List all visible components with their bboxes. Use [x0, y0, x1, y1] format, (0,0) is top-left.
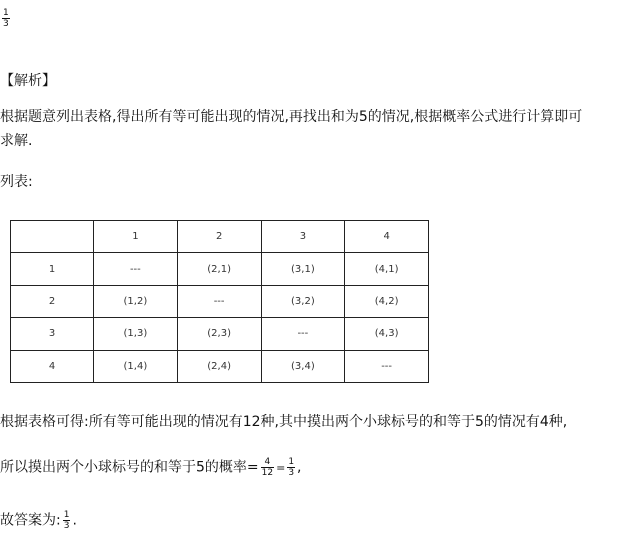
- table-cell: (3,1): [261, 253, 345, 285]
- outcome-table: [10, 220, 429, 383]
- analysis-paragraph-line2: 求解.: [0, 133, 33, 149]
- table-header-cell: 1: [94, 221, 178, 253]
- table-cell: (4,2): [345, 285, 429, 317]
- fraction: $\frac{4}{12}$: [261, 457, 274, 478]
- table-cell: ---: [345, 350, 429, 382]
- table-cell: (4,3): [345, 318, 429, 350]
- equals-sign: =: [276, 461, 286, 475]
- table-cell: (4,1): [345, 253, 429, 285]
- table-cell: (2,3): [177, 318, 261, 350]
- answer-suffix: .: [72, 512, 77, 529]
- table-header-row: [11, 221, 429, 253]
- table-cell: ---: [177, 285, 261, 317]
- conclusion-line2: [0, 457, 302, 478]
- table-cell: 3: [11, 318, 94, 350]
- analysis-header: 【解析】: [0, 73, 56, 89]
- table-row: [11, 285, 429, 317]
- table-cell: 2: [11, 285, 94, 317]
- conclusion-line1: 根据表格可得:所有等可能出现的情况有12种,其中摸出两个小球标号的和等于5的情况有4种,: [0, 414, 568, 430]
- table-cell: (2,4): [177, 350, 261, 382]
- table-row: [11, 253, 429, 285]
- table-header-cell: 2: [177, 221, 261, 253]
- answer-prefix: 故答案为:: [0, 512, 61, 529]
- fraction: $\frac{1}{3}$: [3, 8, 9, 29]
- fraction: $\frac{1}{3}$: [288, 457, 295, 478]
- table-header-cell: 3: [261, 221, 345, 253]
- table-cell: ---: [94, 253, 178, 285]
- conclusion-prefix: 所以摸出两个小球标号的和等于5的概率=: [0, 459, 259, 476]
- table-row: [11, 350, 429, 382]
- table-cell: 4: [11, 350, 94, 382]
- table-row: [11, 318, 429, 350]
- fraction: $\frac{1}{3}$: [63, 510, 70, 531]
- analysis-paragraph-line1: 根据题意列出表格,得出所有等可能出现的情况,再找出和为5的情况,根据概率公式进行计算即可: [0, 109, 583, 125]
- table-cell: (3,2): [261, 285, 345, 317]
- top-fraction: [0, 8, 12, 29]
- table-cell: (1,3): [94, 318, 178, 350]
- table-cell: (2,1): [177, 253, 261, 285]
- table-cell: ---: [261, 318, 345, 350]
- table-header-cell: 4: [345, 221, 429, 253]
- answer-line: [0, 510, 77, 531]
- table-cell: (1,4): [94, 350, 178, 382]
- list-label: 列表:: [0, 174, 33, 190]
- table-cell: (3,4): [261, 350, 345, 382]
- conclusion-suffix: ,: [297, 459, 302, 476]
- table-header-cell: [11, 221, 94, 253]
- table-cell: (1,2): [94, 285, 178, 317]
- table-cell: 1: [11, 253, 94, 285]
